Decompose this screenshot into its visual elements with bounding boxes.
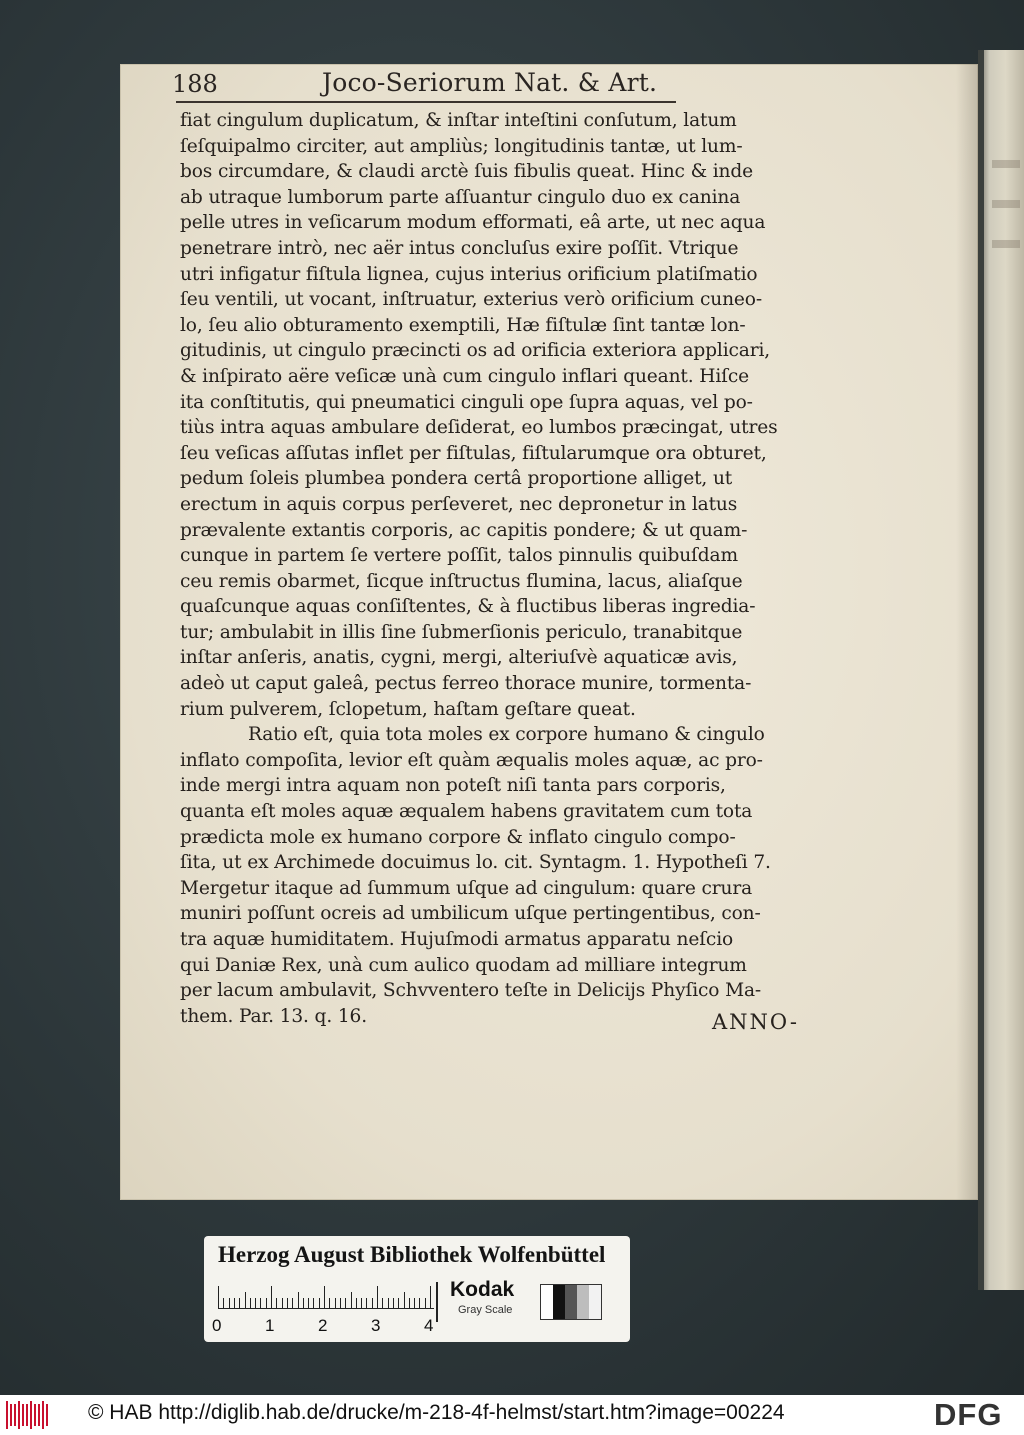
- text-line: ſeu veſicas aſſutas inflet per fiſtulas, fiſtularumque ora obturet,: [180, 442, 767, 464]
- ruler-tick: [239, 1298, 240, 1308]
- text-line: per lacum ambulavit, Schvventero teſte in Delicijs Phyſico Ma-: [180, 980, 762, 1002]
- bleed-through-mark: [992, 200, 1020, 208]
- kodak-logo: Kodak: [450, 1278, 515, 1301]
- text-line: & inſpirato aëre veſicæ unà cum cingulo inflari queant. Hiſce: [180, 365, 749, 387]
- text-line: ſeſquipalmo circiter, aut ampliùs; longitudinis tantæ, ut lum-: [180, 135, 743, 157]
- page-number: 188: [172, 70, 218, 98]
- ruler-tick: [271, 1286, 272, 1308]
- logo-bar: [42, 1401, 44, 1429]
- logo-bar: [18, 1401, 20, 1429]
- ruler-tick: [414, 1298, 415, 1308]
- ruler-tick: [266, 1298, 267, 1308]
- text-line: inde mergi intra aquam non poteſt niſi tanta pars corporis,: [180, 775, 726, 797]
- ruler-tick: [245, 1292, 246, 1308]
- gray-scale-label: Gray Scale: [458, 1304, 513, 1316]
- ruler-tick: [425, 1298, 426, 1308]
- copyright-url[interactable]: © HAB http://diglib.hab.de/drucke/m-218-4f-helmst/start.htm?image=00224: [88, 1401, 785, 1424]
- gray-scale-patches: [540, 1284, 602, 1320]
- dfg-logo: DFG: [934, 1397, 1003, 1432]
- ruler-tick: [430, 1286, 431, 1308]
- ruler-tick: [292, 1298, 293, 1308]
- ruler-tick: [260, 1298, 261, 1308]
- ruler-tick: [298, 1292, 299, 1308]
- text-line: fiat cingulum duplicatum, & inſtar inteſtini conſutum, latum: [180, 110, 737, 131]
- text-line: adeò ut caput galeâ, pectus ferreo thorace munire, tormenta-: [180, 673, 752, 695]
- ruler-tick: [234, 1298, 235, 1308]
- text-line: them. Par. 13. q. 16.: [180, 1005, 367, 1027]
- ruler-tick: [351, 1292, 352, 1308]
- ruler-tick: [229, 1298, 230, 1308]
- gray-patch: [541, 1285, 553, 1319]
- text-line: tiùs intra aquas ambulare deſiderat, eo lumbos præcingat, utres: [180, 417, 778, 439]
- gutter-fold: [978, 50, 984, 1290]
- ruler-tick: [398, 1298, 399, 1308]
- ruler-tick: [377, 1286, 378, 1308]
- text-line: utri infigatur fiſtula lignea, cujus interius orificium platiſmatio: [180, 263, 758, 285]
- page-edge-shadow: [956, 64, 978, 1200]
- text-line: prævalente extantis corporis, ac capitis pondere; & ut quam-: [180, 519, 748, 541]
- ruler-tick: [276, 1298, 277, 1308]
- text-line: tra aquæ humiditatem. Hujuſmodi armatus apparatu neſcio: [180, 929, 734, 950]
- text-line: inflato compoſita, levior eſt quàm æqualis moles aquæ, ac pro-: [180, 749, 763, 771]
- ruler-number: 1: [265, 1316, 275, 1335]
- ruler-number: 0: [212, 1316, 222, 1335]
- ruler-numbers: [212, 1316, 452, 1336]
- ruler-tick: [282, 1298, 283, 1308]
- next-page-edge: [978, 50, 1024, 1290]
- ruler-tick: [303, 1298, 304, 1308]
- text-line: inſtar anſeris, anatis, cygni, mergi, alteriuſvè aquaticæ avis,: [180, 647, 738, 669]
- ruler-tick: [372, 1298, 373, 1308]
- gray-patch: [577, 1285, 589, 1319]
- card-divider: [436, 1282, 438, 1322]
- library-name: Herzog August Bibliothek Wolfenbüttel: [218, 1242, 606, 1267]
- ruler-tick: [255, 1298, 256, 1308]
- text-line: pelle utres in veſicarum modum efformati, eâ arte, ut nec aqua: [180, 212, 766, 234]
- color-calibration-card: [204, 1236, 630, 1342]
- ruler-tick: [287, 1298, 288, 1308]
- header-rule: [176, 101, 676, 103]
- logo-bar: [14, 1404, 16, 1426]
- text-line: qui Daniæ Rex, unà cum aulico quodam ad milliare integrum: [180, 954, 747, 976]
- ruler-tick: [388, 1298, 389, 1308]
- body-text: [180, 108, 820, 1029]
- text-line: gitudinis, ut cingulo præcincti os ad orificia exteriora applicari,: [180, 340, 771, 362]
- ruler-tick: [324, 1286, 325, 1308]
- text-line: penetrare intrò, nec aër intus concluſus exire poſſit. Vtrique: [180, 237, 739, 259]
- logo-bar: [26, 1404, 28, 1426]
- text-line: tur; ambulabit in illis ſine ſubmerſionis periculo, tranabitque: [180, 621, 743, 643]
- ruler-tick: [218, 1286, 219, 1308]
- text-line: bos circumdare, & claudi arctè ſuis fibulis queat. Hinc & inde: [180, 161, 753, 183]
- catchword: ANNO-: [712, 1010, 799, 1034]
- ruler-tick: [419, 1298, 420, 1308]
- ruler-tick: [340, 1298, 341, 1308]
- bleed-through-mark: [992, 160, 1020, 168]
- ruler-tick: [319, 1298, 320, 1308]
- text-line: pedum ſoleis plumbea pondera certâ proportione alliget, ut: [180, 468, 733, 490]
- logo-bar: [22, 1404, 24, 1426]
- ruler-number: 3: [371, 1316, 381, 1335]
- text-line: ſeu ventili, ut vocant, inſtruatur, exterius verò orificium cuneo-: [180, 289, 762, 311]
- text-line: quanta eſt moles aquæ æqualem habens gravitatem cum tota: [180, 801, 753, 823]
- ruler-tick: [393, 1298, 394, 1308]
- text-line: prædicta mole ex humano corpore & inflato cingulo compo-: [180, 826, 736, 848]
- logo-bar: [30, 1401, 32, 1429]
- ruler-tick: [382, 1298, 383, 1308]
- footer-bar: [0, 1395, 1024, 1435]
- paragraph-first-line: Ratio eſt, quia tota moles ex corpore humano & cingulo: [248, 724, 765, 746]
- ruler-number: 2: [318, 1316, 328, 1335]
- gray-patch: [565, 1285, 577, 1319]
- logo-bar: [6, 1401, 8, 1429]
- ruler-tick: [250, 1298, 251, 1308]
- running-title: Joco-Seriorum Nat. & Art.: [322, 68, 658, 97]
- ruler-tick: [329, 1298, 330, 1308]
- ruler-tick: [404, 1292, 405, 1308]
- ruler-number: 4: [424, 1316, 434, 1335]
- ruler-tick: [366, 1298, 367, 1308]
- text-line: cunque in partem ſe vertere poſſit, talos pinnulis quibuſdam: [180, 545, 738, 567]
- logo-bar: [46, 1404, 48, 1426]
- logo-bar: [38, 1404, 40, 1426]
- ruler-tick: [409, 1298, 410, 1308]
- text-line: ceu remis obarmet, ſicque inſtructus flumina, lacus, aliaſque: [180, 570, 743, 592]
- text-line: ab utraque lumborum parte aſſuantur cingulo duo ex canina: [180, 186, 741, 208]
- text-line: lo, ſeu alio obturamento exemptili, Hæ fiſtulæ ſint tantæ lon-: [180, 314, 746, 336]
- gray-patch: [589, 1285, 601, 1319]
- text-line: rium pulverem, ſclopetum, haſtam geſtare queat.: [180, 698, 636, 720]
- gray-patch: [553, 1285, 565, 1319]
- logo-bar: [10, 1404, 12, 1426]
- ruler-tick: [313, 1298, 314, 1308]
- ruler-tick: [345, 1298, 346, 1308]
- ruler-tick: [223, 1298, 224, 1308]
- ruler-tick: [308, 1298, 309, 1308]
- text-line: quaſcunque aquas conſiſtentes, & à fluctibus liberas ingredia-: [180, 596, 756, 618]
- bleed-through-mark: [992, 240, 1020, 248]
- ruler-tick: [335, 1298, 336, 1308]
- hab-logo-icon: [6, 1401, 50, 1429]
- text-line: ita conſtitutis, qui pneumatici cinguli ope ſupra aquas, vel po-: [180, 391, 753, 413]
- ruler-tick: [356, 1298, 357, 1308]
- page-header: [172, 70, 792, 104]
- text-line: Mergetur itaque ad ſummum uſque ad cingulum: quare crura: [180, 877, 753, 899]
- text-line: ſita, ut ex Archimede docuimus lo. cit. Syntagm. 1. Hypotheſi 7.: [180, 852, 771, 874]
- logo-bar: [34, 1404, 36, 1426]
- text-line: erectum in aquis corpus perſeveret, nec depronetur in latus: [180, 493, 738, 515]
- ruler-tick: [361, 1298, 362, 1308]
- measurement-ruler: [218, 1282, 434, 1310]
- text-line: muniri poſſunt ocreis ad umbilicum uſque pertingentibus, con-: [180, 903, 761, 925]
